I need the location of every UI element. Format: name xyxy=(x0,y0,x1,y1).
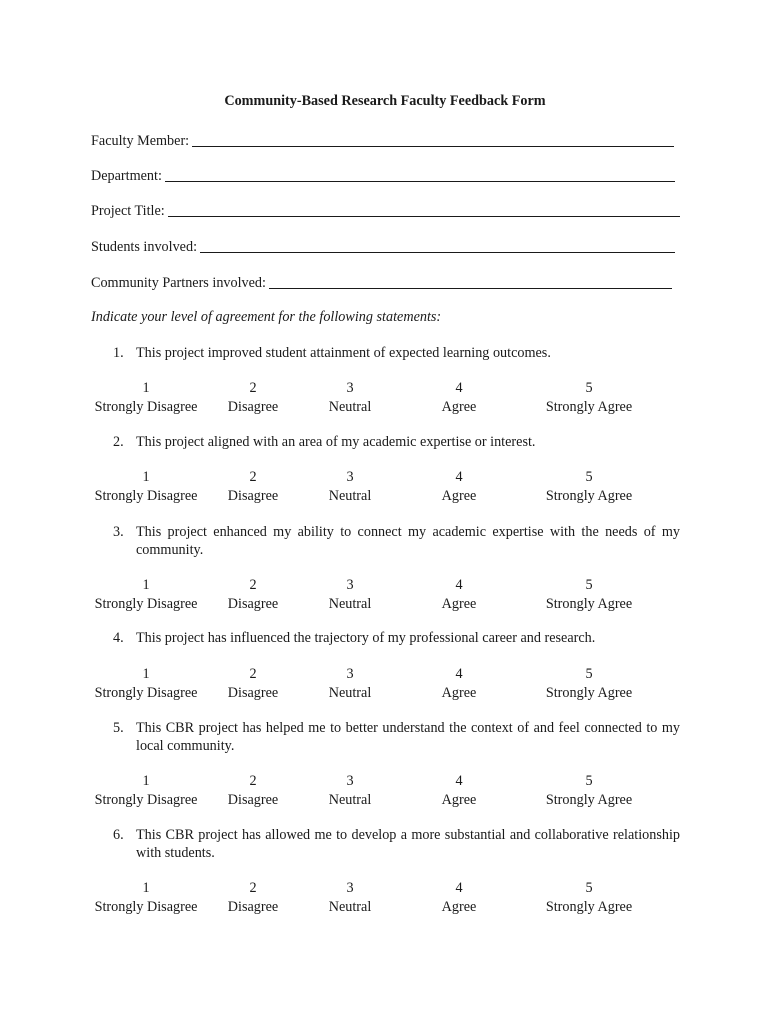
rating-label: Disagree xyxy=(227,488,279,504)
rating-option-5[interactable] xyxy=(546,379,632,417)
rating-number: 1 xyxy=(142,469,150,485)
rating-option-2[interactable] xyxy=(228,379,278,417)
rating-option-5[interactable] xyxy=(546,665,632,703)
rating-number: 2 xyxy=(249,880,257,896)
rating-label: Neutral xyxy=(328,399,372,415)
rating-option-3[interactable] xyxy=(329,772,372,810)
community-partners-input-line[interactable] xyxy=(269,273,672,289)
department-input-line[interactable] xyxy=(165,166,675,182)
rating-option-4[interactable] xyxy=(442,468,477,506)
rating-number: 2 xyxy=(249,773,257,789)
rating-number: 3 xyxy=(346,773,354,789)
rating-option-4[interactable] xyxy=(442,665,477,703)
rating-label: Disagree xyxy=(227,596,279,612)
rating-number: 5 xyxy=(585,880,593,896)
rating-label: Disagree xyxy=(227,792,279,808)
rating-scale-q2 xyxy=(0,468,770,508)
rating-number: 5 xyxy=(585,773,593,789)
rating-label: Strongly Agree xyxy=(545,899,633,915)
rating-number: 3 xyxy=(346,880,354,896)
question-number: 4. xyxy=(113,630,124,646)
rating-number: 5 xyxy=(585,380,593,396)
rating-number: 2 xyxy=(249,577,257,593)
rating-label: Strongly Disagree xyxy=(94,488,198,504)
rating-label: Strongly Agree xyxy=(545,488,633,504)
students-involved-input-line[interactable] xyxy=(200,237,675,253)
rating-number: 1 xyxy=(142,577,150,593)
rating-label: Agree xyxy=(441,899,477,915)
rating-number: 4 xyxy=(455,773,463,789)
rating-label: Strongly Disagree xyxy=(94,399,198,415)
rating-number: 3 xyxy=(346,577,354,593)
question-1 xyxy=(113,344,680,362)
question-number: 6. xyxy=(113,827,124,843)
rating-option-1[interactable] xyxy=(95,665,198,703)
rating-option-1[interactable] xyxy=(95,468,198,506)
question-number: 2. xyxy=(113,434,124,450)
rating-label: Disagree xyxy=(227,685,279,701)
rating-label: Agree xyxy=(441,488,477,504)
question-number: 3. xyxy=(113,524,124,540)
rating-label: Strongly Agree xyxy=(545,399,633,415)
rating-option-2[interactable] xyxy=(228,468,278,506)
rating-option-4[interactable] xyxy=(442,379,477,417)
question-2 xyxy=(113,433,680,451)
rating-option-2[interactable] xyxy=(228,665,278,703)
form-title: Community-Based Research Faculty Feedback Form xyxy=(224,93,546,109)
rating-option-1[interactable] xyxy=(95,379,198,417)
field-label: Community Partners involved: xyxy=(91,275,266,291)
rating-number: 2 xyxy=(249,469,257,485)
rating-label: Neutral xyxy=(328,685,372,701)
rating-label: Agree xyxy=(441,596,477,612)
question-number: 5. xyxy=(113,720,124,736)
rating-option-5[interactable] xyxy=(546,772,632,810)
rating-option-5[interactable] xyxy=(546,879,632,917)
students-involved-field[interactable] xyxy=(91,236,675,256)
rating-number: 4 xyxy=(455,577,463,593)
rating-number: 2 xyxy=(249,380,257,396)
question-6 xyxy=(113,826,680,862)
rating-option-5[interactable] xyxy=(546,468,632,506)
rating-label: Strongly Agree xyxy=(545,596,633,612)
rating-option-3[interactable] xyxy=(329,879,372,917)
rating-scale-q4 xyxy=(0,665,770,705)
rating-number: 4 xyxy=(455,666,463,682)
field-label: Department: xyxy=(91,168,162,184)
rating-option-4[interactable] xyxy=(442,576,477,614)
question-3 xyxy=(113,523,680,559)
project-title-input-line[interactable] xyxy=(168,201,680,217)
rating-label: Neutral xyxy=(328,596,372,612)
rating-number: 3 xyxy=(346,469,354,485)
rating-number: 1 xyxy=(142,666,150,682)
rating-number: 2 xyxy=(249,666,257,682)
rating-label: Disagree xyxy=(227,899,279,915)
rating-option-3[interactable] xyxy=(329,576,372,614)
question-text: This project enhanced my ability to connect my academic expertise with the needs of my community. xyxy=(136,524,680,558)
rating-number: 1 xyxy=(142,773,150,789)
instruction-text: Indicate your level of agreement for the following statements: xyxy=(91,309,442,325)
rating-option-3[interactable] xyxy=(329,468,372,506)
rating-label: Neutral xyxy=(328,488,372,504)
rating-number: 1 xyxy=(142,880,150,896)
rating-number: 5 xyxy=(585,577,593,593)
rating-label: Disagree xyxy=(227,399,279,415)
question-text: This project aligned with an area of my academic expertise or interest. xyxy=(136,434,536,450)
community-partners-field[interactable] xyxy=(91,272,672,292)
faculty-member-field[interactable] xyxy=(91,130,674,150)
rating-option-1[interactable] xyxy=(95,879,198,917)
department-field[interactable] xyxy=(91,165,675,185)
field-label: Students involved: xyxy=(91,239,198,255)
rating-option-4[interactable] xyxy=(442,879,477,917)
rating-scale-q5 xyxy=(0,772,770,812)
rating-label: Strongly Disagree xyxy=(94,596,198,612)
rating-label: Neutral xyxy=(328,792,372,808)
rating-number: 1 xyxy=(142,380,150,396)
rating-label: Agree xyxy=(441,792,477,808)
rating-number: 4 xyxy=(455,469,463,485)
rating-number: 3 xyxy=(346,666,354,682)
rating-option-2[interactable] xyxy=(228,772,278,810)
rating-label: Strongly Disagree xyxy=(94,792,198,808)
rating-option-1[interactable] xyxy=(95,772,198,810)
rating-scale-q1 xyxy=(0,379,770,419)
rating-number: 4 xyxy=(455,880,463,896)
question-text: This CBR project has allowed me to develop a more substantial and collaborative relationship with students. xyxy=(136,827,680,861)
question-text: This project improved student attainment of expected learning outcomes. xyxy=(136,345,551,361)
rating-option-2[interactable] xyxy=(228,879,278,917)
rating-option-3[interactable] xyxy=(329,665,372,703)
rating-option-2[interactable] xyxy=(228,576,278,614)
rating-number: 5 xyxy=(585,469,593,485)
project-title-field[interactable] xyxy=(91,200,680,220)
rating-label: Neutral xyxy=(328,899,372,915)
question-number: 1. xyxy=(113,345,124,361)
rating-label: Agree xyxy=(441,685,477,701)
rating-scale-q3 xyxy=(0,576,770,616)
rating-label: Strongly Disagree xyxy=(94,685,198,701)
rating-number: 4 xyxy=(455,380,463,396)
rating-number: 5 xyxy=(585,666,593,682)
question-text: This CBR project has helped me to better understand the context of and feel connected to my local community. xyxy=(136,720,680,754)
rating-label: Strongly Disagree xyxy=(94,899,198,915)
rating-option-5[interactable] xyxy=(546,576,632,614)
rating-scale-q6 xyxy=(0,879,770,919)
rating-option-4[interactable] xyxy=(442,772,477,810)
rating-label: Strongly Agree xyxy=(545,685,633,701)
question-4 xyxy=(113,629,680,647)
field-label: Faculty Member: xyxy=(91,133,190,149)
rating-option-1[interactable] xyxy=(95,576,198,614)
rating-option-3[interactable] xyxy=(329,379,372,417)
question-5 xyxy=(113,719,680,755)
rating-label: Strongly Agree xyxy=(545,792,633,808)
rating-label: Agree xyxy=(441,399,477,415)
faculty-member-input-line[interactable] xyxy=(192,131,674,147)
rating-number: 3 xyxy=(346,380,354,396)
question-text: This project has influenced the trajectory of my professional career and research. xyxy=(136,630,596,646)
field-label: Project Title: xyxy=(91,203,165,219)
